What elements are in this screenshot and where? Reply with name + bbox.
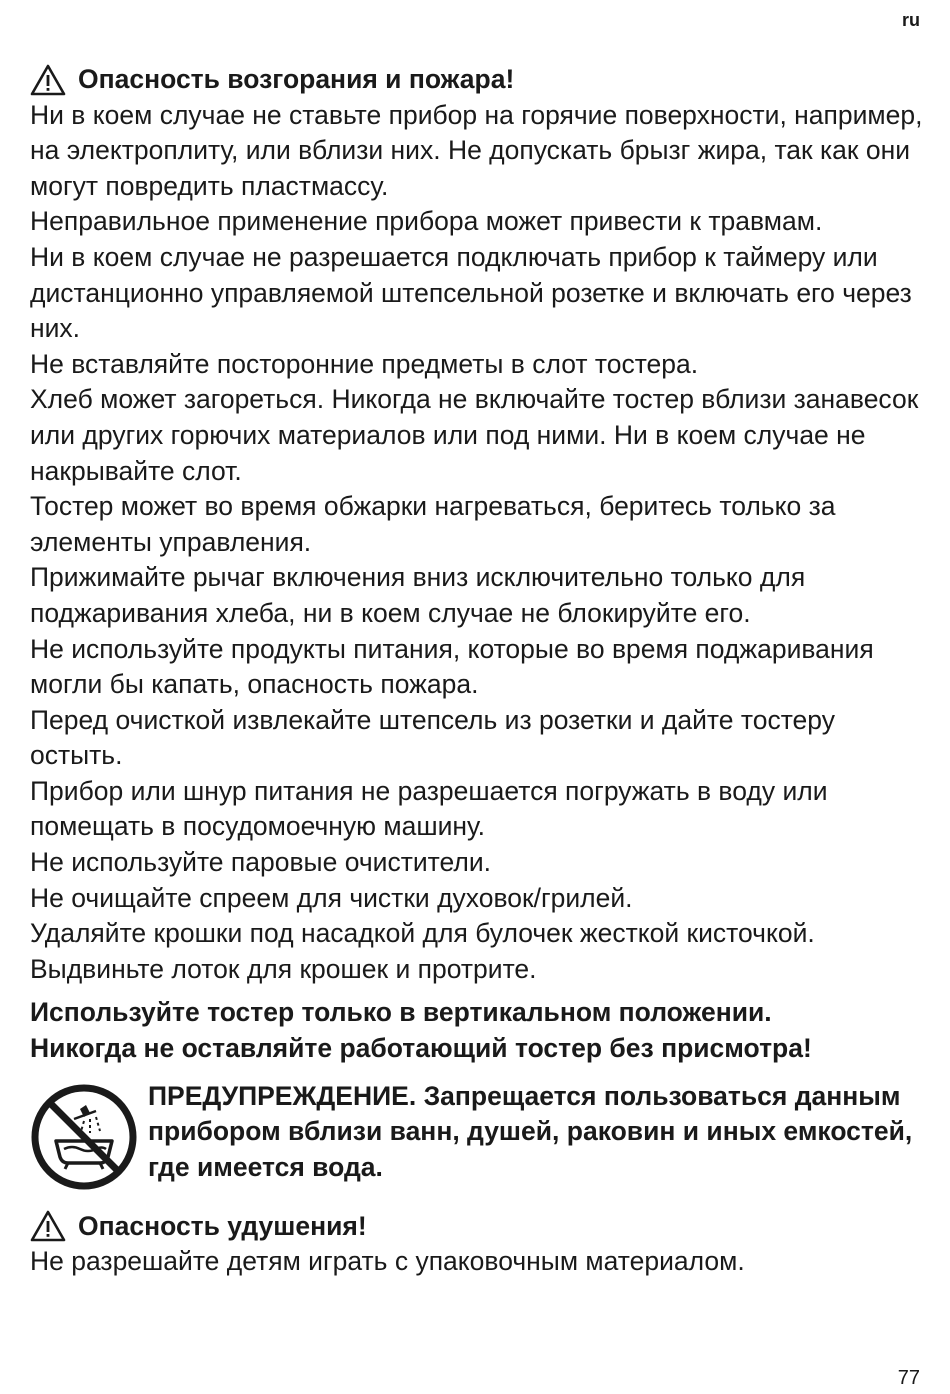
suffocation-heading xyxy=(30,1209,930,1245)
bold-line: Никогда не оставляйте работающий тостер без присмотра! xyxy=(30,1033,812,1064)
no-bath-shower-icon xyxy=(30,1083,138,1191)
paragraph: Неправильное применение прибора может привести к травмам. xyxy=(30,206,823,237)
warning-triangle-icon xyxy=(30,64,66,96)
paragraph: Не очищайте спреем для чистки духовок/грилей. xyxy=(30,882,633,913)
paragraph: Не разрешайте детям играть с упаковочным материалом. xyxy=(30,1246,745,1277)
bold-instructions xyxy=(30,995,930,1066)
paragraph: Тостер может во время обжарки нагреваться, беритесь только за элементы управления. xyxy=(30,491,836,557)
water-warning xyxy=(30,1079,930,1191)
paragraph: Прижимайте рычаг включения вниз исключительно только для поджаривания хлеба, ни в коем случае не блокируйте его. xyxy=(30,562,806,628)
paragraph: Прибор или шнур питания не разрешается погружать в воду или помещать в посудомоечную машину. xyxy=(30,775,828,842)
paragraph: Выдвиньте лоток для крошек и протрите. xyxy=(30,953,537,984)
bold-line: Используйте тостер только в вертикальном положении. xyxy=(30,997,772,1028)
paragraph: Перед очисткой извлекайте штепсель из розетки и дайте тостеру остыть. xyxy=(30,704,835,771)
warning-triangle-icon xyxy=(30,1210,66,1242)
paragraph: Ни в коем случае не ставьте прибор на горячие поверхности, например, на электроплиту, или вблизи них. Не допускать брызг жира, так как они могут повредить пластмассу. xyxy=(30,99,923,201)
language-code: ru xyxy=(902,10,920,30)
page-number: 77 xyxy=(897,1367,920,1389)
water-warning-text: ПРЕДУПРЕЖДЕНИЕ. Запрещается пользоваться данным прибором вблизи ванн, душей, раковин и иных емкостей, где имеется вода. xyxy=(148,1080,913,1182)
paragraph: Ни в коем случае не разрешается подключать прибор к таймеру или дистанционно управляемой штепсельной розетке и включать его через них. xyxy=(30,241,912,344)
paragraph: Не используйте паровые очистители. xyxy=(30,847,491,878)
paragraph: Хлеб может загореться. Никогда не включайте тостер вблизи занавесок или других горючих материалов или под ними. Ни в коем случае не накрывайте слот. xyxy=(30,384,919,486)
fire-hazard-heading xyxy=(30,62,930,98)
fire-hazard-title: Опасность возгорания и пожара! xyxy=(78,64,515,94)
paragraph: Не используйте продукты питания, которые во время поджаривания могли бы капать, опасность пожара. xyxy=(30,633,874,700)
paragraph: Удаляйте крошки под насадкой для булочек жесткой кисточкой. xyxy=(30,918,815,949)
suffocation-title: Опасность удушения! xyxy=(78,1210,367,1241)
document-body xyxy=(30,62,930,1280)
paragraph: Не вставляйте посторонние предметы в слот тостера. xyxy=(30,348,699,379)
